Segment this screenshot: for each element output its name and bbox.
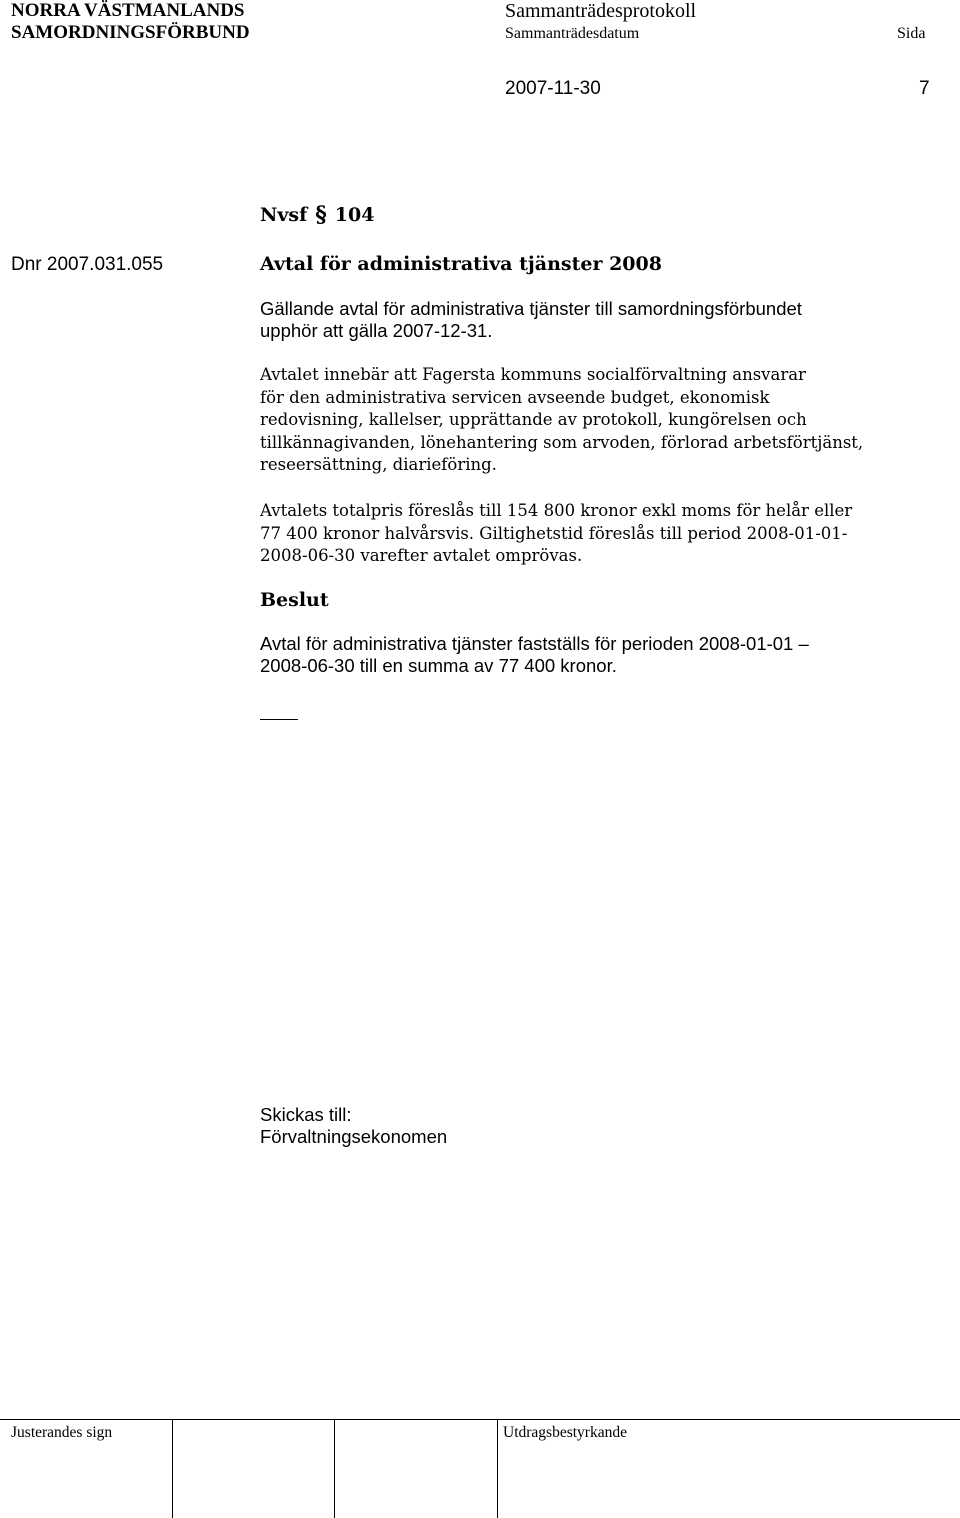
text-line: reseersättning, diarieföring. bbox=[260, 455, 497, 474]
signature-cell bbox=[334, 1420, 335, 1518]
extract-label: Utdragsbestyrkande bbox=[503, 1424, 627, 1441]
text-line: 2008-06-30 till en summa av 77 400 kronor. bbox=[260, 655, 617, 676]
date-label: Sammanträdesdatum bbox=[505, 25, 640, 42]
text-line: Gällande avtal för administrativa tjänster till samordningsförbundet bbox=[260, 298, 802, 319]
case-number-value: 104 bbox=[334, 204, 375, 226]
page-number: 7 bbox=[919, 78, 930, 99]
text-line: för den administrativa servicen avseende budget, ekonomisk bbox=[260, 387, 770, 407]
case-number bbox=[260, 202, 374, 228]
text-line: redovisning, kallelser, upprättande av protokoll, kungörelsen och bbox=[260, 410, 807, 429]
send-to-block bbox=[260, 1104, 447, 1148]
protocol-title: Sammanträdesprotokoll bbox=[505, 0, 697, 22]
dnr-reference: Dnr 2007.031.055 bbox=[11, 254, 164, 275]
paragraph-total-price bbox=[260, 500, 852, 568]
signer-label: Justerandes sign bbox=[11, 1424, 113, 1441]
separator-rule bbox=[260, 719, 298, 720]
send-to-label: Skickas till: bbox=[260, 1104, 352, 1125]
signature-cell bbox=[172, 1420, 173, 1518]
case-title: Avtal för administrativa tjänster 2008 bbox=[260, 253, 662, 275]
text-line: Avtalets totalpris föreslås till 154 800 kronor exkl moms för helår eller bbox=[260, 501, 853, 520]
section-symbol: § bbox=[315, 202, 327, 228]
paragraph-decision bbox=[260, 633, 809, 677]
text-line: tillkännagivanden, lönehantering som arvoden, förlorad arbetsförtjänst, bbox=[260, 432, 864, 452]
text-line: 2008-06-30 varefter avtalet omprövas. bbox=[260, 546, 583, 565]
meeting-date: 2007-11-30 bbox=[505, 78, 601, 99]
org-name-line1: NORRA VÄSTMANLANDS bbox=[11, 0, 245, 21]
decision-heading: Beslut bbox=[260, 589, 329, 611]
page-label: Sida bbox=[897, 25, 926, 42]
text-line: 77 400 kronor halvårsvis. Giltighetstid föreslås till period 2008-01-01- bbox=[260, 523, 848, 543]
footer-signature-table bbox=[0, 1419, 960, 1518]
paragraph-agreement-content bbox=[260, 364, 863, 477]
text-line: Avtalet innebär att Fagersta kommuns socialförvaltning ansvarar bbox=[260, 365, 806, 384]
send-to-recipient: Förvaltningsekonomen bbox=[260, 1126, 448, 1147]
signature-cell bbox=[497, 1420, 498, 1518]
case-prefix: Nvsf bbox=[260, 204, 308, 226]
text-line: Avtal för administrativa tjänster fastställs för perioden 2008-01-01 – bbox=[260, 633, 809, 654]
paragraph-current-agreement bbox=[260, 298, 802, 342]
org-name-line2: SAMORDNINGSFÖRBUND bbox=[11, 22, 250, 43]
text-line: upphör att gälla 2007-12-31. bbox=[260, 320, 493, 341]
